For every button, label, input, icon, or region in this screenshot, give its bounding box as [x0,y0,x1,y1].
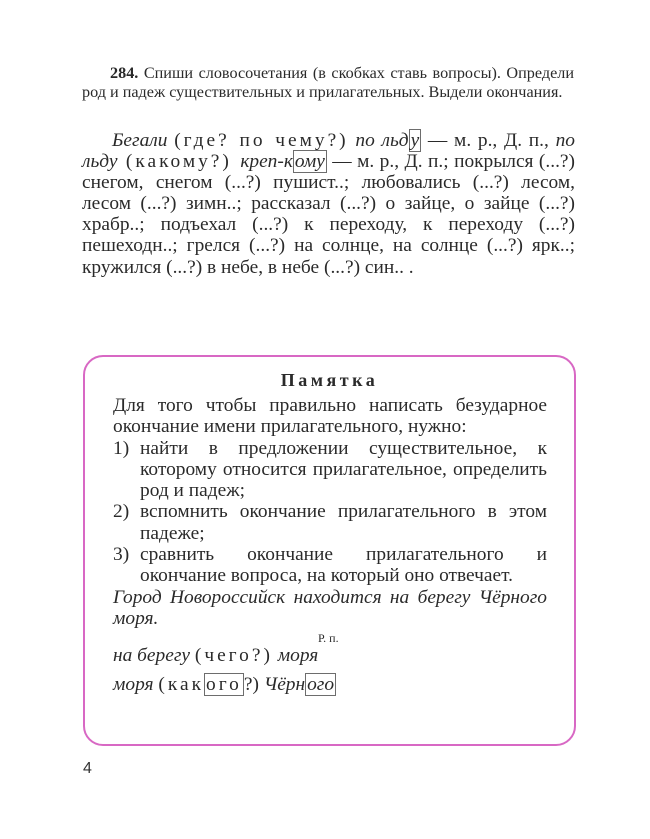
phrase-list: покрылся (...?) снегом, снегом (...?) пушист..; любовались (...?) лесом, лесом (...?) зимн..; рассказал (...?) о зайце, о зайце (...?) храбр..; подъехал (...?) к переходу, к переходу (...?) пешеходн..; грелся (...?) на солнце, на солнце (...?) ярк..; кружился (...?) в небе, в небе (...?) син.. . [82,151,575,278]
exercise-number: 284. [110,64,139,82]
adjective-ending-box: ого [307,673,335,695]
step-text: сравнить окончание прилагательного и окончание вопроса, на который оно отвечает. [140,544,547,587]
adjective-stem: Чёрн [263,673,306,695]
memo-box [83,355,576,746]
step-text: найти в предложении существительное, к которому относится прилагательное, определить род и падеж; [140,437,547,502]
memo-body [113,395,547,695]
memo-step [113,438,547,502]
question: (где? по чему?) [174,130,349,151]
question: (какому?) [117,151,241,173]
question-end: ?) [243,673,259,695]
question-ending-box: ого [206,673,242,695]
step-number: 2) [113,501,130,523]
example-line-1 [113,645,547,666]
step-number: 3) [113,544,130,566]
phrase: на берегу [113,645,190,667]
noun: моря [113,673,154,695]
instruction-text: Спиши словосочетания (в скобках ставь вопросы). Определи род и падеж существительных и прилагательных. Выдели окончания. [82,64,574,101]
grammar-info: — м. р., Д. п.; [326,151,455,173]
noun-stem: по льд [355,130,409,151]
ending-box: ому [294,151,325,173]
memo-step [113,544,547,587]
case-label: Р. п. [318,631,339,646]
noun: моря [277,645,319,667]
grammar-info: — м. р., Д. п., [421,130,556,151]
question: (чего?) [194,645,273,667]
ending-box: у [410,130,420,151]
verb: Бегали [112,130,168,151]
question-start: (как [158,673,205,695]
step-text: вспомнить окончание прилагательного в этом падеже; [140,501,547,544]
memo-intro: Для того чтобы правильно написать безударное окончание имени прилагательного, нужно: [113,395,547,438]
step-number: 1) [113,437,130,459]
exercise-text [82,130,575,278]
adjective-stem: креп-к [240,151,293,173]
task-instruction [82,64,574,102]
noun-phrase: по льду [82,130,575,173]
memo-steps [113,438,547,587]
memo-title: Памятка [280,370,379,390]
memo-step [113,501,547,544]
example-sentence: Город Новороссийск находится на берегу Чёрного моря. [113,586,547,629]
example-line-2 [113,674,547,695]
page-number: 4 [83,760,92,777]
